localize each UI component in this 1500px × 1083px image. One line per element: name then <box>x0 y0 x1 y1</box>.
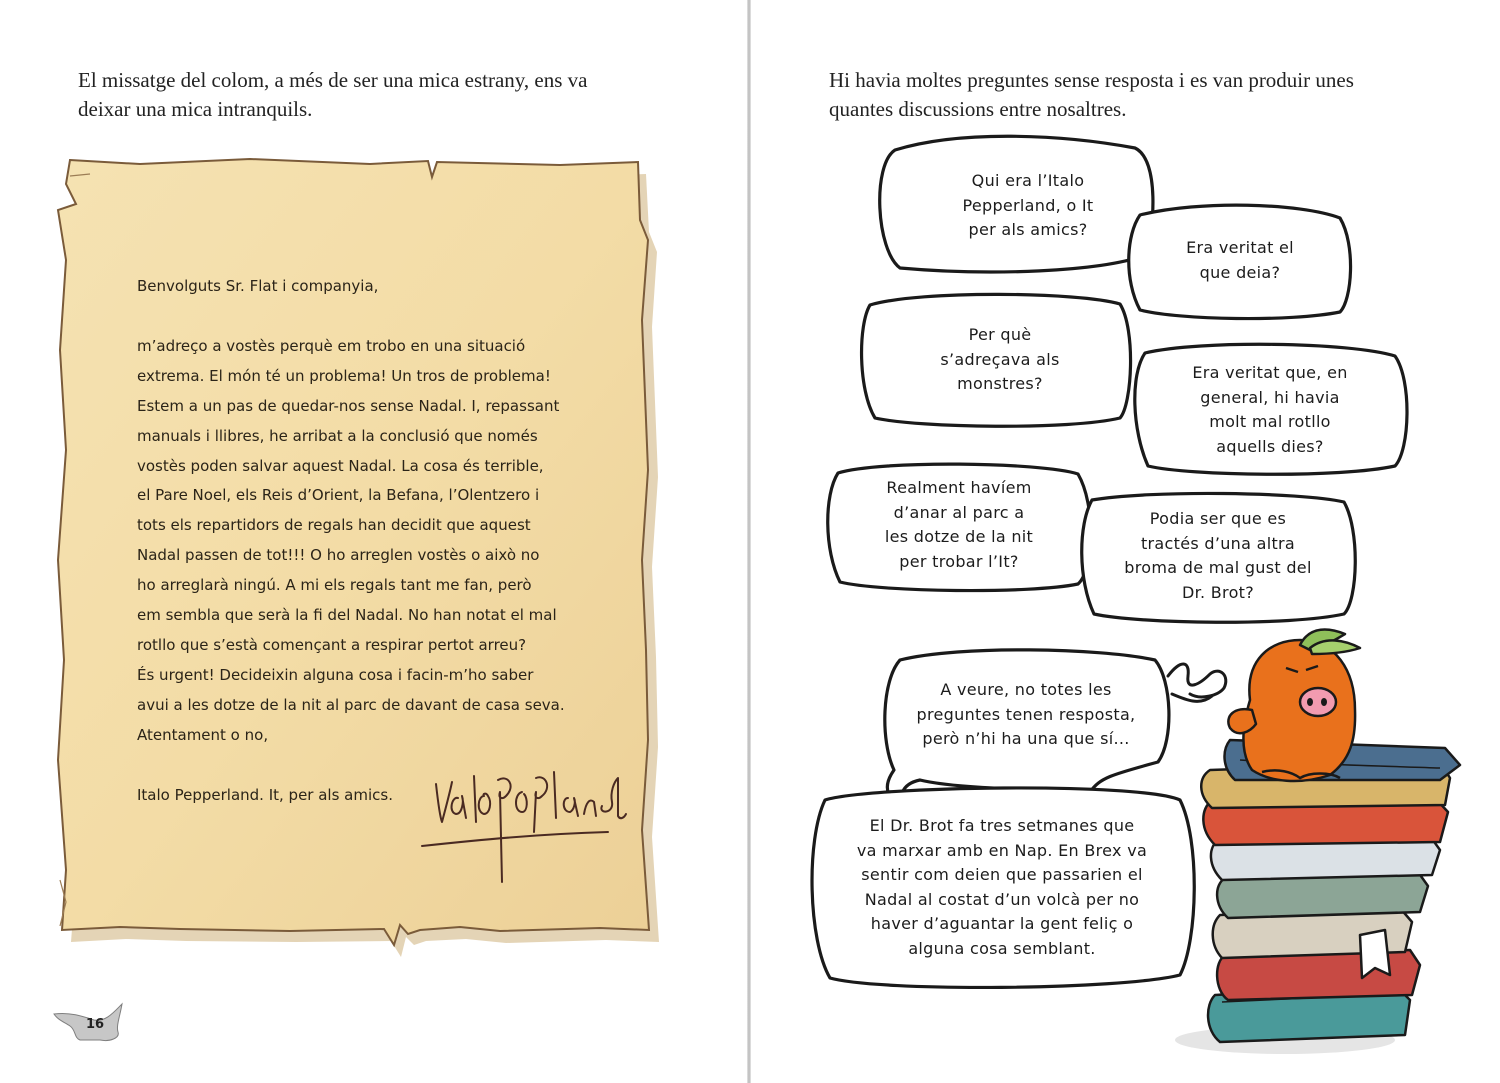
letter-line: extrema. El món té un problema! Un tros de problema! <box>137 366 551 385</box>
bubble-7-line: però n’hi ha una que sí... <box>922 729 1130 748</box>
bubble-4-line: molt mal rotllo <box>1209 412 1331 431</box>
letter-line: avui a les dotze de la nit al parc de davant de casa seva. <box>137 695 565 714</box>
letter-line: manuals i llibres, he arribat a la conclusió que només <box>137 426 538 445</box>
letter-line: Estem a un pas de quedar-nos sense Nadal. I, repassant <box>137 396 560 415</box>
bubble-3-line: monstres? <box>957 374 1043 393</box>
letter-line: m’adreço a vostès perquè em trobo en una situació <box>137 336 526 355</box>
bubble-5-line: Realment havíem <box>886 478 1032 497</box>
bubble-8-line: va marxar amb en Nap. En Brex va <box>856 840 1148 860</box>
monster-arm <box>1228 709 1256 733</box>
bubble-3-line: Per què <box>968 325 1032 344</box>
bubble-4-line: Era veritat que, en <box>1192 363 1348 382</box>
letter-closing: Italo Pepperland. It, per als amics. <box>137 785 393 804</box>
bubble-6-line: broma de mal gust del <box>1124 558 1312 577</box>
bubble-4-line: general, hi havia <box>1200 387 1340 407</box>
monster-body <box>1243 640 1355 781</box>
bubble-8-line: alguna cosa semblant. <box>908 938 1096 958</box>
left-intro-line-2: deixar una mica intranquils. <box>78 97 313 121</box>
bubble-7-line: A veure, no totes les <box>940 680 1112 699</box>
right-intro-line-1: Hi havia moltes preguntes sense resposta i es van produir unes <box>829 68 1354 92</box>
letter-line: ho arreglarà ningú. A mi els regals tant me fan, però <box>137 576 532 595</box>
bubble-6-line: Podia ser que es <box>1149 509 1287 528</box>
monster-nose <box>1300 688 1336 716</box>
bubble-7-line: preguntes tenen resposta, <box>916 704 1136 724</box>
letter-line: Atentament o no, <box>137 725 269 744</box>
bubble-8-line: sentir com deien que passarien el <box>861 865 1143 884</box>
letter-greeting: Benvolguts Sr. Flat i companyia, <box>137 277 379 295</box>
bubble-4-line: aquells dies? <box>1216 436 1324 456</box>
letter-line: em sembla que serà la fi del Nadal. No han notat el mal <box>137 606 557 625</box>
bubble-6-line: Dr. Brot? <box>1181 582 1255 602</box>
letter-line: És urgent! Decideixin alguna cosa i facin-m’ho saber <box>137 665 534 684</box>
bubble-5-line: les dotze de la nit <box>884 527 1034 546</box>
letter-line: tots els repartidors de regals han decidit que aquest <box>137 516 531 535</box>
letter-line: rotllo que s’està començant a respirar pertot arreu? <box>137 635 527 654</box>
letter-line: el Pare Noel, els Reis d’Orient, la Befana, l’Olentzero i <box>137 486 540 505</box>
bubble-5-line: d’anar al parc a <box>893 502 1025 522</box>
bubble-8-line: haver d’aguantar la gent feliç o <box>870 914 1134 933</box>
bubble-2-line: Era veritat el <box>1186 238 1294 257</box>
bubble-8-line: El Dr. Brot fa tres setmanes que <box>869 816 1135 835</box>
bubble-2-line: que deia? <box>1199 262 1281 282</box>
bubble-1-line: per als amics? <box>968 220 1088 239</box>
bubble-3-line: s’adreçava als <box>940 349 1060 369</box>
bubble-1-line: Qui era l’Italo <box>971 171 1085 190</box>
bubble-5-line: per trobar l’It? <box>899 551 1019 571</box>
letter-line: Nadal passen de tot!!! O ho arreglen vostès o això no <box>137 546 540 565</box>
page-number: 16 <box>86 1017 105 1032</box>
left-intro-line-1: El missatge del colom, a més de ser una mica estrany, ens va <box>78 68 588 92</box>
bubble-8-line: Nadal al costat d’un volcà per no <box>864 889 1140 909</box>
bubble-1-line: Pepperland, o It <box>962 195 1094 215</box>
right-intro-line-2: quantes discussions entre nosaltres. <box>829 97 1127 121</box>
bubble-6-line: tractés d’una altra <box>1140 533 1295 553</box>
letter-line: vostès poden salvar aquest Nadal. La cosa és terrible, <box>137 456 544 475</box>
